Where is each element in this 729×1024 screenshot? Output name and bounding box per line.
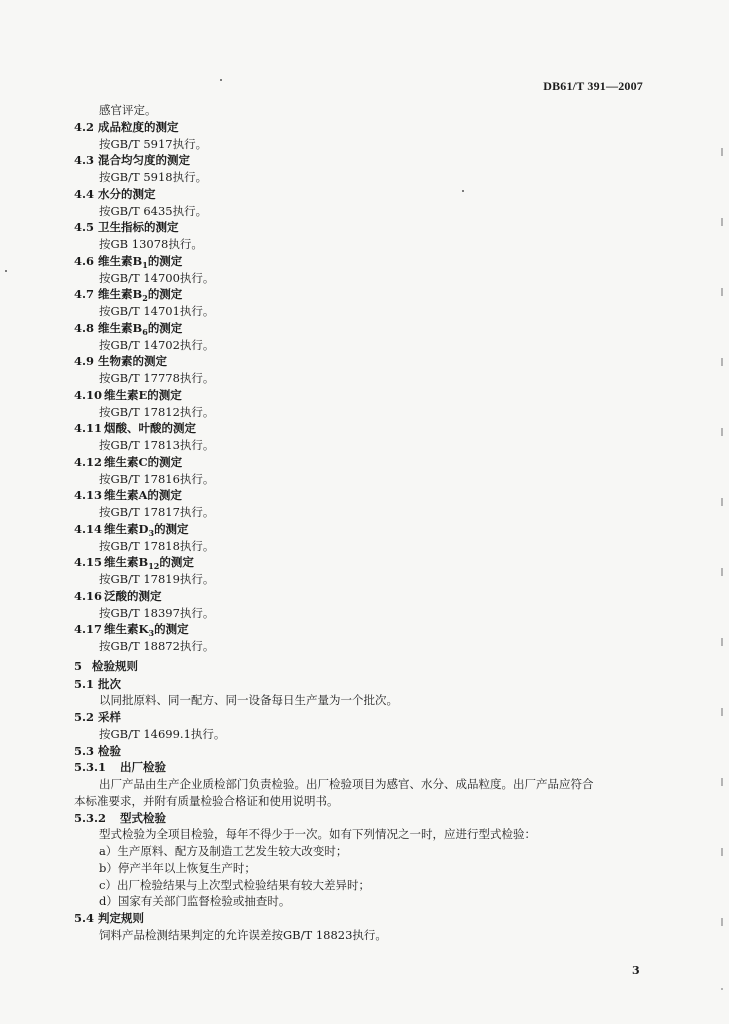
clause-title: 维生素B bbox=[98, 253, 143, 268]
scan-speck bbox=[220, 79, 222, 81]
line-text: 按GB/T 17812执行。 bbox=[99, 404, 215, 419]
clause-title: 维生素D bbox=[104, 521, 149, 536]
body-text-line bbox=[99, 860, 256, 876]
body-text-line bbox=[99, 504, 214, 520]
body-text-line bbox=[99, 538, 214, 554]
clause-number: 4.6 bbox=[74, 253, 95, 268]
body-text-line bbox=[99, 270, 214, 286]
line-text: d）国家有关部门监督检验或抽查时。 bbox=[99, 894, 291, 909]
body-text-line bbox=[99, 337, 214, 353]
body-text-line bbox=[99, 370, 214, 386]
line-text: 按GB/T 14701执行。 bbox=[99, 304, 215, 318]
clause-number: 4.15 bbox=[74, 555, 103, 570]
clause-title-suffix: 的测定 bbox=[147, 287, 183, 302]
line-text: 按GB/T 14699.1执行。 bbox=[99, 726, 226, 741]
line-text: 按GB/T 17778执行。 bbox=[99, 371, 215, 385]
clause-title: 生物素的测定 bbox=[98, 354, 167, 369]
clause-heading bbox=[74, 743, 121, 759]
body-text-line bbox=[99, 877, 370, 893]
clause-number: 4.4 bbox=[74, 186, 95, 201]
body-text-line bbox=[99, 437, 214, 453]
body-text-line bbox=[99, 726, 225, 742]
clause-title: 出厂检验 bbox=[120, 760, 166, 775]
clause-heading bbox=[74, 658, 138, 674]
clause-title: 混合均匀度的测定 bbox=[98, 153, 190, 168]
clause-title: 检验规则 bbox=[92, 658, 138, 673]
clause-title-suffix: 的测定 bbox=[154, 521, 189, 536]
clause-number: 4.16 bbox=[74, 588, 103, 603]
clause-number: 4.12 bbox=[74, 454, 103, 469]
body-text-line bbox=[99, 136, 207, 152]
line-text: 本标准要求，并附有质量检验合格证和使用说明书。 bbox=[74, 793, 339, 808]
subscript: 3 bbox=[148, 527, 155, 538]
clause-heading bbox=[74, 910, 144, 926]
clause-number: 4.8 bbox=[74, 320, 95, 335]
clause-heading bbox=[74, 253, 182, 270]
clause-title: 水分的测定 bbox=[98, 186, 156, 201]
body-text-line bbox=[99, 776, 594, 792]
line-text: 按GB/T 17819执行。 bbox=[99, 572, 215, 586]
clause-number: 4.2 bbox=[74, 119, 95, 134]
clause-title: 泛酸的测定 bbox=[104, 588, 162, 603]
line-text: 以同批原料、同一配方、同一设备每日生产量为一个批次。 bbox=[99, 693, 398, 708]
clause-number: 5.4 bbox=[74, 911, 95, 925]
clause-heading bbox=[74, 810, 166, 826]
clause-number: 4.3 bbox=[74, 153, 95, 168]
clause-title-suffix: 的测定 bbox=[147, 320, 183, 335]
clause-number: 4.13 bbox=[74, 488, 103, 503]
line-text: 按GB 13078执行。 bbox=[99, 237, 203, 251]
body-text-line bbox=[99, 927, 387, 943]
clause-title: 烟酸、叶酸的测定 bbox=[104, 421, 196, 436]
clause-heading bbox=[74, 487, 182, 503]
line-text: 按GB/T 6435执行。 bbox=[99, 203, 208, 218]
clause-title: 型式检验 bbox=[120, 810, 166, 825]
clause-number: 4.17 bbox=[74, 622, 103, 637]
line-text: 按GB/T 14700执行。 bbox=[99, 270, 215, 285]
clause-heading bbox=[74, 676, 121, 692]
line-text: b）停产半年以上恢复生产时； bbox=[99, 860, 256, 875]
clause-title: 维生素B bbox=[98, 320, 143, 335]
scan-speck bbox=[5, 270, 7, 272]
clause-heading bbox=[74, 286, 182, 303]
clause-heading bbox=[74, 152, 190, 168]
subscript: 2 bbox=[142, 293, 148, 304]
clause-number: 5.3.2 bbox=[74, 810, 107, 825]
body-text-line bbox=[99, 893, 290, 909]
clause-number: 4.11 bbox=[74, 421, 103, 436]
clause-title: 维生素K bbox=[104, 622, 149, 637]
clause-heading bbox=[74, 420, 196, 436]
line-text: 型式检验为全项目检验，每年不得少于一次。如有下列情况之一时，应进行型式检验： bbox=[99, 827, 536, 842]
body-text-line bbox=[99, 236, 203, 252]
clause-number: 4.5 bbox=[74, 220, 95, 235]
clause-title: 维生素B bbox=[104, 555, 149, 570]
clause-heading bbox=[74, 219, 179, 235]
clause-title-suffix: 的测定 bbox=[159, 555, 194, 570]
subscript: 6 bbox=[142, 326, 148, 337]
clause-title: 维生素E的测定 bbox=[104, 387, 182, 402]
line-text: c）出厂检验结果与上次型式检验结果有较大差异时； bbox=[99, 877, 370, 892]
clause-heading bbox=[74, 621, 189, 638]
clause-number: 5 bbox=[74, 658, 83, 673]
line-text: 按GB/T 5917执行。 bbox=[99, 136, 208, 151]
body-text-line bbox=[99, 203, 207, 219]
line-text: 出厂产品由生产企业质检部门负责检验。出厂检验项目为感官、水分、成品粒度。出厂产品应符合 bbox=[99, 777, 594, 791]
standard-code-header: DB61/T 391—2007 bbox=[543, 79, 643, 93]
clause-title: 判定规则 bbox=[98, 911, 144, 925]
subscript: 12 bbox=[148, 561, 160, 572]
body-text-line bbox=[99, 692, 398, 708]
clause-number: 4.7 bbox=[74, 287, 95, 302]
clause-heading bbox=[74, 353, 167, 369]
clause-heading bbox=[74, 320, 182, 337]
clause-number: 5.2 bbox=[74, 710, 95, 724]
page-number: 3 bbox=[632, 964, 640, 977]
clause-title: 维生素C的测定 bbox=[104, 454, 183, 469]
line-text: 按GB/T 18872执行。 bbox=[99, 639, 215, 653]
body-text-line bbox=[99, 638, 214, 654]
clause-title: 检验 bbox=[98, 743, 121, 758]
clause-number: 5.3 bbox=[74, 743, 95, 758]
body-text-line bbox=[99, 605, 214, 621]
body-text-line bbox=[99, 471, 214, 487]
clause-title: 批次 bbox=[98, 676, 121, 691]
clause-number: 4.14 bbox=[74, 521, 103, 536]
clause-heading bbox=[74, 759, 166, 775]
subscript: 3 bbox=[148, 628, 155, 639]
line-text: 饲料产品检测结果判定的允许误差按GB/T 18823执行。 bbox=[99, 927, 387, 942]
clause-number: 5.1 bbox=[74, 676, 95, 691]
line-text: 按GB/T 5918执行。 bbox=[99, 170, 208, 184]
clause-title: 维生素A的测定 bbox=[104, 488, 182, 503]
clause-heading bbox=[74, 186, 156, 202]
subscript: 1 bbox=[142, 259, 148, 270]
line-text: 按GB/T 17817执行。 bbox=[99, 505, 215, 519]
line-text: 按GB/T 17816执行。 bbox=[99, 471, 215, 486]
clause-title: 卫生指标的测定 bbox=[98, 220, 179, 235]
clause-title: 成品粒度的测定 bbox=[98, 119, 179, 134]
body-text-line bbox=[99, 102, 157, 118]
clause-title: 采样 bbox=[98, 710, 121, 724]
body-text-line bbox=[99, 303, 214, 319]
clause-number: 5.3.1 bbox=[74, 760, 107, 775]
clause-heading bbox=[74, 554, 194, 571]
line-text: 按GB/T 17818执行。 bbox=[99, 538, 215, 553]
body-text-line bbox=[99, 826, 536, 842]
clause-title-suffix: 的测定 bbox=[154, 622, 189, 637]
clause-heading bbox=[74, 588, 162, 604]
clause-heading bbox=[74, 709, 121, 725]
clause-heading bbox=[74, 119, 179, 135]
body-text-line bbox=[99, 843, 347, 859]
clause-heading bbox=[74, 521, 189, 538]
scan-edge-artifact bbox=[721, 110, 723, 990]
line-text: 感官评定。 bbox=[99, 103, 157, 117]
line-text: 按GB/T 18397执行。 bbox=[99, 605, 215, 620]
clause-number: 4.10 bbox=[74, 387, 103, 402]
body-text-line bbox=[74, 793, 339, 809]
body-text-line bbox=[99, 169, 207, 185]
line-text: 按GB/T 14702执行。 bbox=[99, 337, 215, 352]
clause-title-suffix: 的测定 bbox=[147, 253, 183, 268]
scan-speck bbox=[462, 190, 464, 192]
body-text-line bbox=[99, 571, 214, 587]
clause-number: 4.9 bbox=[74, 354, 95, 369]
clause-heading bbox=[74, 387, 182, 403]
body-text-line bbox=[99, 404, 214, 420]
clause-title: 维生素B bbox=[98, 287, 143, 302]
clause-heading bbox=[74, 454, 182, 470]
line-text: 按GB/T 17813执行。 bbox=[99, 438, 215, 452]
line-text: a）生产原料、配方及制造工艺发生较大改变时； bbox=[99, 844, 348, 858]
